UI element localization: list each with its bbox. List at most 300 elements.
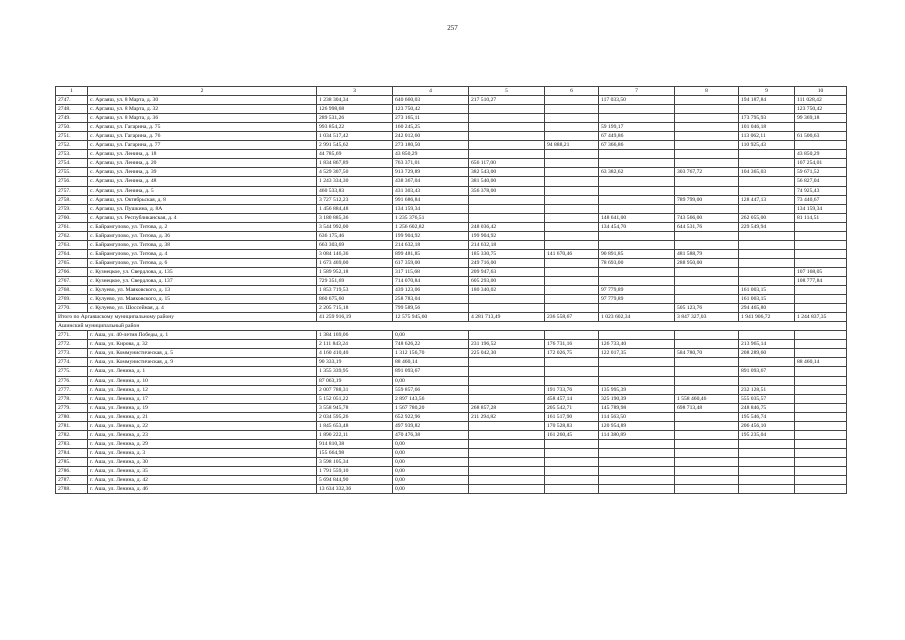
amount-cell: 729 351,69 [317,276,393,285]
amount-cell: 1 243 334,30 [317,177,393,186]
amount-cell: 652 922,96 [393,412,469,421]
table-body [56,96,847,494]
address-cell: с. Аргаяш, ул. Ленина, д. 5 [88,186,317,195]
row-number-cell: 2761. [56,222,88,231]
amount-cell: 325 190,39 [599,394,675,403]
amount-cell [469,295,545,304]
amount-cell: 356 378,00 [469,186,545,195]
amount-cell [469,150,545,159]
amount-cell [545,466,599,475]
row-number-cell: 2762. [56,231,88,240]
amount-cell [545,123,599,132]
amount-cell: 111 028,42 [795,96,847,105]
amount-cell: 108 777,84 [795,276,847,285]
amount-cell [795,448,847,457]
amount-cell: 73 440,67 [795,195,847,204]
amount-cell: 1 456 884,48 [317,204,393,213]
amount-cell [675,412,739,421]
amount-cell: 0,00 [393,485,469,494]
amount-cell: 1 355 339,95 [317,367,393,376]
amount-cell: 656 117,00 [469,159,545,168]
amount-cell [545,457,599,466]
amount-cell: 134 159,34 [795,204,847,213]
amount-cell: 225 042,30 [469,349,545,358]
amount-cell [739,331,795,340]
table-row [56,412,847,421]
amount-cell [675,430,739,439]
row-number-cell: 2768. [56,286,88,295]
amount-cell: 505 123,76 [675,304,739,313]
address-cell: г. Аша, ул. Коммунистическая, д. 9 [88,358,317,367]
table-row [56,430,847,439]
address-cell: г. Аша, ул. Ленина, д. 30 [88,457,317,466]
table-row [56,448,847,457]
amount-cell: 208 289,60 [739,349,795,358]
amount-cell: 617 359,00 [393,258,469,267]
row-number-cell: 2757. [56,186,88,195]
amount-cell [469,105,545,114]
amount-cell: 117 033,50 [599,96,675,105]
amount-cell [545,159,599,168]
amount-cell [599,358,675,367]
amount-cell [739,150,795,159]
amount-cell [675,186,739,195]
table-row [56,358,847,367]
amount-cell: 114 380,89 [599,430,675,439]
row-number-cell: 2767. [56,276,88,285]
address-cell: с. Кулуево, ул. Шоссейная, д. 4 [88,304,317,313]
amount-cell: 87 063,19 [317,376,393,385]
amount-cell [675,376,739,385]
amount-cell: 470 476,38 [393,430,469,439]
table-row [56,195,847,204]
amount-cell [795,430,847,439]
amount-cell [469,114,545,123]
amount-cell: 382 543,00 [469,168,545,177]
amount-cell: 122 017,35 [599,349,675,358]
row-number-cell: 2771. [56,331,88,340]
section-title: Ашинский муниципальный район [56,322,847,331]
row-number-cell: 2786. [56,466,88,475]
table-row [56,421,847,430]
amount-cell: 170 528,83 [545,421,599,430]
table-row [56,186,847,195]
row-number-cell: 2777. [56,385,88,394]
amount-cell [599,367,675,376]
row-number-cell: 2764. [56,249,88,258]
amount-cell [795,476,847,485]
row-number-cell: 2775. [56,367,88,376]
row-number-cell: 2754. [56,159,88,168]
row-number-cell: 2773. [56,349,88,358]
amount-cell [795,439,847,448]
amount-cell: 3 558 945,78 [317,403,393,412]
row-number-cell: 2758. [56,195,88,204]
amount-cell [739,466,795,475]
amount-cell [675,267,739,276]
row-number-cell: 2750. [56,123,88,132]
amount-cell: 59 199,17 [599,123,675,132]
amount-cell [675,421,739,430]
table-row [56,222,847,231]
amount-cell: 584 780,70 [675,349,739,358]
amount-cell: 213 965,14 [739,340,795,349]
amount-cell: 63 382,62 [599,168,675,177]
row-number-cell: 2752. [56,141,88,150]
amount-cell [739,177,795,186]
amount-cell: 128 447,13 [739,195,795,204]
amount-cell [739,186,795,195]
amount-cell: 209 947,63 [469,267,545,276]
amount-cell [469,367,545,376]
amount-cell [599,448,675,457]
amount-cell [599,304,675,313]
amount-cell: 161 003,15 [739,295,795,304]
address-cell: г. Аша, ул. Ленина, д. 35 [88,466,317,475]
amount-cell [739,476,795,485]
amount-cell [469,421,545,430]
row-number-cell: 2782. [56,430,88,439]
amount-cell [675,276,739,285]
amount-cell: 438 367,04 [393,177,469,186]
amount-cell [599,114,675,123]
amount-cell: 262 055,00 [739,213,795,222]
amount-cell: 559 857,66 [393,385,469,394]
amount-cell: 217 510,27 [469,96,545,105]
row-number-cell: 2779. [56,403,88,412]
address-cell: г. Аша, ул. Ленина, д. 42 [88,476,317,485]
address-cell: с. Аргаяш, ул. Республиканская, д. 4 [88,213,317,222]
row-number-cell: 2763. [56,240,88,249]
address-cell: г. Аша, ул. Ленина, д. 19 [88,403,317,412]
amount-cell: 460 533,83 [317,186,393,195]
amount-cell [675,439,739,448]
address-cell: г. Аша, ул. Ленина, д. 17 [88,394,317,403]
amount-cell [469,358,545,367]
amount-cell: 763 371,01 [393,159,469,168]
row-number-cell: 2747. [56,96,88,105]
row-number-cell: 2785. [56,457,88,466]
amount-cell: 0,00 [393,376,469,385]
row-number-cell: 2766. [56,267,88,276]
amount-cell [545,286,599,295]
amount-cell: 714 070,84 [393,276,469,285]
amount-cell [545,258,599,267]
amount-cell: 43 850,29 [393,150,469,159]
amount-cell: 90 891,85 [599,249,675,258]
table-row [56,457,847,466]
amount-cell [599,466,675,475]
address-cell: г. Аша, ул. Ленина, д. 10 [88,376,317,385]
amount-cell: 1 589 952,18 [317,267,393,276]
row-number-cell: 2748. [56,105,88,114]
amount-cell: 195 235,04 [739,430,795,439]
amount-cell: 141 670,46 [545,249,599,258]
amount-cell [795,331,847,340]
table-row [56,132,847,141]
amount-cell: 891 093,67 [739,367,795,376]
amount-cell [545,96,599,105]
amount-cell: 67 449,86 [599,132,675,141]
table-row [56,367,847,376]
amount-cell: 195 546,74 [739,412,795,421]
amount-cell [675,150,739,159]
amount-cell [795,349,847,358]
amount-cell [675,457,739,466]
amount-cell [599,177,675,186]
amount-cell [545,476,599,485]
address-cell: г. Аша, ул. Ленина, д. 22 [88,421,317,430]
amount-cell: 199 904,92 [393,231,469,240]
amount-cell [675,448,739,457]
amount-cell: 97 779,89 [599,286,675,295]
amount-cell: 13 634 332,36 [317,485,393,494]
total-cell: 41 259 916,19 [317,313,393,322]
amount-cell [795,466,847,475]
amount-cell [469,385,545,394]
amount-cell [739,448,795,457]
table-row [56,204,847,213]
row-number-cell: 2759. [56,204,88,213]
amount-cell [469,394,545,403]
amount-cell [469,123,545,132]
row-number-cell: 2755. [56,168,88,177]
amount-cell: 555 035,57 [739,394,795,403]
amount-cell: 1 845 653,48 [317,421,393,430]
amount-cell [739,439,795,448]
address-cell: с. Аргаяш, ул. Ленина, д. 39 [88,168,317,177]
address-cell: с. Аргаяш, ул. Пушкина, д. 8А [88,204,317,213]
amount-cell: 61 500,63 [795,132,847,141]
amount-cell: 3 598 105,34 [317,457,393,466]
amount-cell: 155 664,98 [317,448,393,457]
amount-cell [795,403,847,412]
amount-cell: 194 187,84 [739,96,795,105]
amount-cell [739,258,795,267]
amount-cell [739,159,795,168]
amount-cell [739,376,795,385]
amount-cell [599,240,675,249]
row-number-cell: 2781. [56,421,88,430]
amount-cell [675,132,739,141]
total-cell: 1 941 906,72 [739,313,795,322]
amount-cell [675,141,739,150]
amount-cell [675,105,739,114]
column-header-2: 2 [88,87,317,96]
amount-cell [545,304,599,313]
amount-cell: 107 168,05 [795,267,847,276]
table-row [56,105,847,114]
amount-cell [545,295,599,304]
address-cell: с. Аргаяш, ул. Гагарина, д. 75 [88,123,317,132]
amount-cell: 232 128,51 [739,385,795,394]
amount-cell: 135 995,39 [599,385,675,394]
amount-cell: 1 834 867,89 [317,159,393,168]
amount-cell [795,258,847,267]
amount-cell [795,295,847,304]
amount-cell: 273 165,11 [393,114,469,123]
amount-cell: 2 111 843,24 [317,340,393,349]
amount-cell [545,186,599,195]
amount-cell: 249 716,00 [469,258,545,267]
amount-cell [545,150,599,159]
amount-cell: 439 123,06 [393,286,469,295]
amount-cell: 1 238 304,34 [317,96,393,105]
amount-cell: 1 791 559,10 [317,466,393,475]
amount-cell [739,267,795,276]
amount-cell [675,123,739,132]
amount-cell: 160 245,25 [393,123,469,132]
amount-cell: 248 846,75 [739,403,795,412]
amount-cell [599,331,675,340]
address-cell: с. Аргаяш, ул. 8 Марта, д. 30 [88,96,317,105]
table-row [56,276,847,285]
amount-cell [599,231,675,240]
amount-cell [675,340,739,349]
amount-cell: 381 540,00 [469,177,545,186]
row-number-cell: 2769. [56,295,88,304]
amount-cell: 3 180 885,36 [317,213,393,222]
address-cell: г. Аша, ул. Ленина, д. 3 [88,448,317,457]
amount-cell [739,240,795,249]
amount-cell [599,457,675,466]
row-number-cell: 2756. [56,177,88,186]
amount-cell: 176 731,16 [545,340,599,349]
amount-cell [469,132,545,141]
amount-cell: 191 733,76 [545,385,599,394]
address-cell: с. Байрамгулово, ул. Титова, д. 6 [88,258,317,267]
address-cell: с. Кулуево, ул. Маяковского, д. 13 [88,286,317,295]
address-cell: г. Аша, ул. Кирова, д. 32 [88,340,317,349]
amount-cell: 0,00 [393,439,469,448]
row-number-cell: 2780. [56,412,88,421]
address-cell: с. Аргаяш, ул. Октябрьская, д. 8 [88,195,317,204]
amount-cell: 913 729,89 [393,168,469,177]
amount-cell [599,276,675,285]
amount-cell [675,114,739,123]
amount-cell [675,331,739,340]
amount-cell: 67 366,86 [599,141,675,150]
table-row [56,485,847,494]
total-label: Итого по Аргаяшскому муниципальному району [56,313,317,322]
amount-cell: 698 713,48 [675,403,739,412]
row-number-cell: 2770. [56,304,88,313]
amount-cell: 914 810,38 [317,439,393,448]
amount-cell: 229 549,94 [739,222,795,231]
table-row [56,141,847,150]
amount-cell [545,177,599,186]
page-number: 257 [447,24,458,32]
amount-cell: 90 333,19 [317,358,393,367]
total-cell: 1 023 602,34 [599,313,675,322]
amount-cell [545,132,599,141]
amount-cell: 172 026,75 [545,349,599,358]
amount-cell [795,457,847,466]
amount-cell [469,485,545,494]
address-cell: с. Байрамгулово, ул. Титова, д. 4 [88,249,317,258]
amount-cell [599,267,675,276]
row-number-cell: 2784. [56,448,88,457]
table-row [56,349,847,358]
column-number-header [56,87,847,96]
amount-cell: 78 693,00 [599,258,675,267]
amount-cell: 481 588,79 [675,249,739,258]
amount-cell [675,358,739,367]
table-row [56,231,847,240]
amount-cell: 0,00 [393,457,469,466]
amount-cell: 3 084 146,36 [317,249,393,258]
row-number-cell: 2760. [56,213,88,222]
register-table [55,86,847,494]
amount-cell: 88 460,14 [393,358,469,367]
table-row [56,385,847,394]
address-cell: с. Аргаяш, ул. 8 Марта, д. 32 [88,105,317,114]
amount-cell [795,240,847,249]
table-row [56,466,847,475]
table-row [56,249,847,258]
amount-cell: 120 954,89 [599,421,675,430]
amount-cell: 431 303,43 [393,186,469,195]
amount-cell: 0,00 [393,331,469,340]
amount-cell [545,105,599,114]
amount-cell [469,195,545,204]
amount-cell [545,231,599,240]
amount-cell: 2 897 143,56 [393,394,469,403]
amount-cell: 640 660,03 [393,96,469,105]
amount-cell [469,331,545,340]
amount-cell: 789 799,00 [675,195,739,204]
amount-cell: 289 531,26 [317,114,393,123]
amount-cell: 1 673 469,00 [317,258,393,267]
amount-cell: 294 465,80 [739,304,795,313]
amount-cell: 5 694 844,90 [317,476,393,485]
amount-cell: 1 034 517,42 [317,132,393,141]
amount-cell [469,448,545,457]
row-number-cell: 2787. [56,476,88,485]
amount-cell: 1 312 156,70 [393,349,469,358]
table-row [56,376,847,385]
amount-cell [675,286,739,295]
amount-cell: 4 160 410,40 [317,349,393,358]
section-header-row [56,322,847,331]
address-cell: с. Аргаяш, ул. Гагарина, д. 76 [88,132,317,141]
row-number-cell: 2778. [56,394,88,403]
table-row [56,295,847,304]
amount-cell: 4 529 307,50 [317,168,393,177]
amount-cell [545,168,599,177]
address-cell: с. Аргаяш, ул. 8 Марта, д. 36 [88,114,317,123]
amount-cell [739,276,795,285]
amount-cell: 123 750,42 [795,105,847,114]
amount-cell [795,385,847,394]
amount-cell [545,114,599,123]
table-row [56,340,847,349]
amount-cell: 107 254,01 [795,159,847,168]
amount-cell: 2 205 715,18 [317,304,393,313]
amount-cell: 74 925,43 [795,186,847,195]
amount-cell: 1 235 376,51 [393,213,469,222]
amount-cell [599,186,675,195]
amount-cell: 605 293,00 [469,276,545,285]
amount-cell: 101 046,18 [739,123,795,132]
amount-cell: 891 093,67 [393,367,469,376]
amount-cell [469,304,545,313]
amount-cell: 748 626,22 [393,340,469,349]
table-row [56,123,847,132]
amount-cell: 43 850,29 [795,150,847,159]
amount-cell: 3 727 512,23 [317,195,393,204]
table-row [56,177,847,186]
